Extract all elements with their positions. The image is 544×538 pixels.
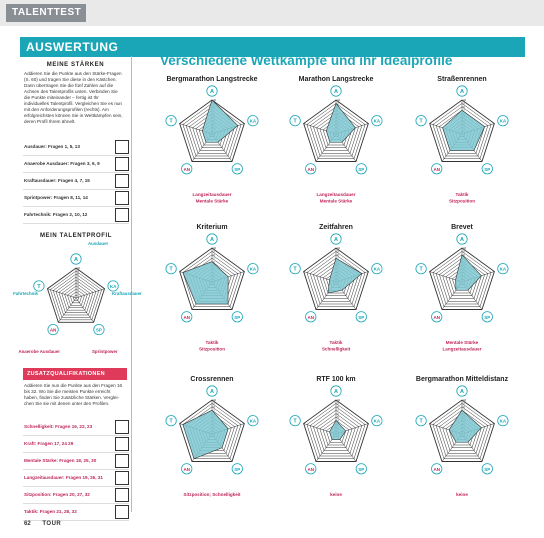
radar-profile	[166, 234, 258, 322]
strength-score-box[interactable]	[115, 191, 129, 205]
profile-axis-name: Kraftausdauer	[112, 291, 142, 296]
profile-note: Sitzposition; Schnelligkeit	[183, 492, 241, 497]
zusatz-score-box[interactable]	[115, 471, 129, 485]
zusatz-row	[23, 420, 129, 436]
my-talent-profile	[13, 234, 142, 364]
profile-title: Zeitfahren	[319, 224, 353, 231]
tick-label: 8	[77, 273, 79, 277]
radar-profile	[166, 86, 258, 174]
tick-label: 4	[337, 419, 339, 423]
strength-score-box[interactable]	[115, 208, 129, 222]
tick-label: 7	[213, 409, 215, 413]
tick-label: 5	[337, 416, 339, 420]
profile-axis-name: Anaerobe Ausdauer	[18, 349, 60, 354]
profile-axis-name: Ausdauer	[88, 241, 109, 246]
axis-label: AN	[183, 314, 190, 320]
profile-title: Bergmarathon Mitteldistanz	[415, 376, 509, 383]
axis-label: SP	[234, 166, 241, 172]
strength-label: Kraftausdauer: Fragen 4, 7, 15	[24, 178, 90, 183]
tick-label: 2	[77, 291, 79, 295]
radar-profile	[416, 386, 508, 474]
zusatz-row	[23, 471, 129, 487]
tick-label: 8	[337, 406, 339, 409]
tick-label: 10	[213, 247, 217, 251]
page-header	[0, 0, 544, 26]
axis-label: T	[293, 118, 297, 125]
axis-label: AN	[433, 466, 440, 472]
profile-area	[326, 103, 355, 142]
tick-label: 7	[463, 109, 465, 113]
profile-title: Bergmarathon Langstrecke	[166, 76, 258, 83]
strengths-intro: Addieren Sie die Punkte aus den Stärke-Fragen (S. 60) und tragen Sie diese in den Kästchen. Dann übertragen Sie die fünf Zahlen auf die Achsen des Talentprofils unten. Verbinden Sie die Punkte miteinander – fertig ist Ihr individuelles Talentprofil. Vergleichen Sie es nun mit den Anforderungsprofilen (rechts). Am erfolgreichsten können Sie in Wettkämpfen sein, deren Profil Ihrem ähnelt.	[24, 71, 123, 124]
strength-score-box[interactable]	[115, 174, 129, 188]
axis-label: A	[334, 89, 338, 95]
axis-label: AN	[183, 466, 190, 472]
profile-note: Mentale Stärke	[319, 198, 353, 204]
section-label: TALENTTEST	[6, 4, 86, 22]
axis-label: SP	[234, 466, 241, 472]
radar-profile	[290, 86, 382, 174]
profile-title: MEIN TALENTPROFIL	[39, 233, 113, 239]
tick-label: 7	[463, 409, 465, 413]
axis-label: AN	[307, 166, 314, 172]
axis-label: AN	[307, 466, 314, 472]
axis-label: SP	[484, 166, 491, 172]
axis-label: KA	[499, 418, 507, 424]
axis-label: KA	[373, 118, 381, 124]
tick-label: 10	[337, 247, 341, 251]
profile-title: Crossrennen	[190, 376, 234, 383]
strength-label: Fahrtechnik: Fragen 2, 10, 12	[24, 212, 88, 217]
tick-label: 9	[337, 402, 339, 406]
axis-label: T	[419, 118, 423, 125]
axis-label: SP	[234, 314, 241, 320]
axis-label: A	[210, 237, 214, 243]
profile-note: Langzeitausdauer	[442, 346, 482, 352]
page-number: 62	[24, 521, 31, 527]
axis-label: T	[293, 418, 297, 425]
tick-label: 4	[77, 285, 79, 289]
tick-label: 9	[463, 402, 465, 406]
tick-label: 10	[463, 399, 467, 403]
tick-label: 9	[463, 250, 465, 254]
profile-note: Langzeitausdauer	[192, 192, 232, 197]
strength-score-box[interactable]	[115, 140, 129, 154]
tick-label: 8	[463, 106, 465, 109]
tick-label: 9	[213, 402, 215, 406]
my-radar	[34, 254, 119, 335]
tick-label: 10	[213, 399, 217, 403]
axis-label: AN	[183, 166, 190, 172]
axis-label: KA	[249, 118, 257, 124]
profile-note: Mentale Stärke	[195, 198, 229, 204]
tick-label: 8	[337, 254, 339, 257]
axis-label: T	[419, 266, 423, 273]
profile-note: keine	[330, 492, 342, 497]
axis-label: KA	[499, 118, 507, 124]
axis-label: KA	[249, 418, 257, 424]
profiles-grid	[140, 70, 544, 515]
radar-profile	[290, 386, 382, 474]
profile-note: Mentale Stärke	[445, 340, 479, 345]
axis-label: A	[460, 237, 464, 243]
axis-label: KA	[499, 266, 507, 272]
axis-label: SP	[484, 466, 491, 472]
zusatz-label: Schnelligkeit: Fragen 16, 22, 23	[24, 424, 93, 429]
tick-label: 8	[213, 254, 215, 257]
zusatz-title: ZUSATZQUALIFIKATIONEN	[23, 368, 127, 380]
axis-label: A	[460, 389, 464, 395]
tick-label: 10	[463, 247, 467, 251]
profile-area	[183, 262, 228, 304]
strength-label: Anaerobe Ausdauer: Fragen 3, 6, 9	[24, 161, 100, 166]
radar-profile	[416, 234, 508, 322]
strength-row	[23, 174, 129, 190]
profile-title: RTF 100 km	[316, 376, 356, 383]
tick-label: 8	[463, 406, 465, 409]
tick-label: 6	[77, 279, 79, 283]
axis-label: T	[419, 418, 423, 425]
profile-note: Taktik	[329, 340, 343, 345]
profile-note: Taktik	[455, 192, 469, 197]
axis-label: A	[210, 389, 214, 395]
profile-area	[449, 410, 481, 442]
axis-label: A	[460, 89, 464, 95]
tick-label: 7	[337, 409, 339, 413]
tick-label: 9	[213, 250, 215, 254]
zusatz-row	[23, 505, 129, 521]
axis-label: SP	[358, 166, 365, 172]
profile-title: Marathon Langstrecke	[298, 76, 374, 83]
tick-label: 10	[463, 99, 467, 103]
tick-label: 3	[77, 288, 79, 292]
profile-title: Brevet	[451, 224, 473, 231]
axis-label: A	[334, 237, 338, 243]
profile-area	[183, 410, 228, 459]
strength-row	[23, 191, 129, 207]
tick-label: 7	[213, 257, 215, 261]
tick-label: 10	[77, 267, 81, 271]
zusatz-row	[23, 437, 129, 453]
profile-note: keine	[456, 492, 468, 497]
radar-profile	[290, 234, 382, 322]
axis-label: SP	[358, 314, 365, 320]
tick-label: 10	[337, 399, 341, 403]
axis-label: AN	[433, 166, 440, 172]
tick-label: 5	[77, 282, 79, 286]
banner-title: AUSWERTUNG	[26, 40, 119, 54]
axis-label: KA	[249, 266, 257, 272]
tick-label: 1	[77, 294, 79, 298]
axis-label: KA	[373, 266, 381, 272]
axis-label: SP	[95, 327, 102, 333]
profile-note: Schnelligkeit	[321, 346, 351, 352]
radar-profile	[166, 386, 258, 474]
profile-axis-name: Sprintpower	[92, 349, 118, 354]
strength-row	[23, 157, 129, 173]
axis-label: T	[169, 418, 173, 425]
brand-logo: TOUR	[42, 521, 62, 527]
tick-label: 6	[337, 412, 339, 416]
zusatz-row	[23, 454, 129, 470]
main-title: Verschiedene Wettkämpfe und ihr Idealprofile	[160, 53, 453, 68]
axis-label: KA	[109, 283, 117, 289]
tick-label: 7	[337, 257, 339, 261]
tick-label: 8	[463, 254, 465, 257]
profile-note: Sitzposition	[448, 198, 476, 204]
profile-note: Taktik	[205, 340, 219, 345]
axis-label: AN	[49, 327, 57, 333]
axis-label: A	[210, 89, 214, 95]
tick-label: 8	[213, 406, 215, 409]
profile-title: Kriterium	[196, 224, 228, 231]
strength-label: Ausdauer: Fragen 1, 5, 13	[24, 144, 80, 149]
axis-label: T	[169, 266, 173, 273]
zusatz-score-box[interactable]	[115, 437, 129, 451]
axis-label: T	[169, 118, 173, 125]
profile-note: Sitzposition	[198, 346, 226, 352]
tick-label: 9	[337, 102, 339, 106]
zusatz-score-box[interactable]	[115, 488, 129, 502]
axis-label: SP	[484, 314, 491, 320]
strength-row	[23, 140, 129, 156]
axis-label: A	[74, 257, 78, 263]
axis-label: AN	[433, 314, 440, 320]
axis-label: T	[37, 283, 41, 290]
radar-profile	[416, 86, 508, 174]
zusatz-score-box[interactable]	[115, 505, 129, 519]
axis-label: KA	[373, 418, 381, 424]
profile-axis-name: Fahrtechnik	[13, 291, 38, 296]
zusatz-intro: Addieren Sie nun die Punkte aus den Fragen 16 bis 32. Wo Sie die meisten Punkte erreicht haben, finden Sie zusätzliche Stärken. Vergleichen Sie sie mit denen unter den Profilen.	[24, 383, 123, 406]
tick-label: 9	[337, 250, 339, 254]
zusatz-label: Sitzposition: Fragen 20, 27, 32	[24, 492, 90, 497]
tick-label: 9	[77, 270, 79, 274]
profile-title: Straßenrennen	[437, 76, 487, 83]
zusatz-row	[23, 488, 129, 504]
tick-label: 10	[213, 99, 217, 103]
zusatz-score-box[interactable]	[115, 454, 129, 468]
zusatz-score-box[interactable]	[115, 420, 129, 434]
axis-label: SP	[358, 466, 365, 472]
strength-row	[23, 208, 129, 224]
zusatz-label: Kraft: Fragen 17, 24 29	[24, 441, 74, 446]
tick-label: 10	[337, 99, 341, 103]
axis-label: AN	[307, 314, 314, 320]
axis-label: A	[334, 389, 338, 395]
tick-label: 7	[77, 276, 79, 280]
footer	[24, 521, 61, 527]
zusatz-label: Taktik: Fragen 21, 28, 32	[24, 509, 77, 514]
axis-label: T	[293, 266, 297, 273]
strength-score-box[interactable]	[115, 157, 129, 171]
zusatz-label: Mentale Stärke: Fragen 18, 25, 30	[24, 458, 97, 463]
strengths-title: MEINE STÄRKEN	[46, 62, 105, 68]
zusatz-label: Langzeitausdauer: Fragen 19, 26, 31	[24, 475, 103, 480]
strength-label: Sprintpower: Fragen 8, 11, 14	[24, 195, 88, 200]
tick-label: 9	[463, 102, 465, 106]
profile-note: Langzeitausdauer	[316, 192, 356, 197]
sidebar	[13, 56, 142, 514]
tick-label: 6	[213, 260, 215, 264]
